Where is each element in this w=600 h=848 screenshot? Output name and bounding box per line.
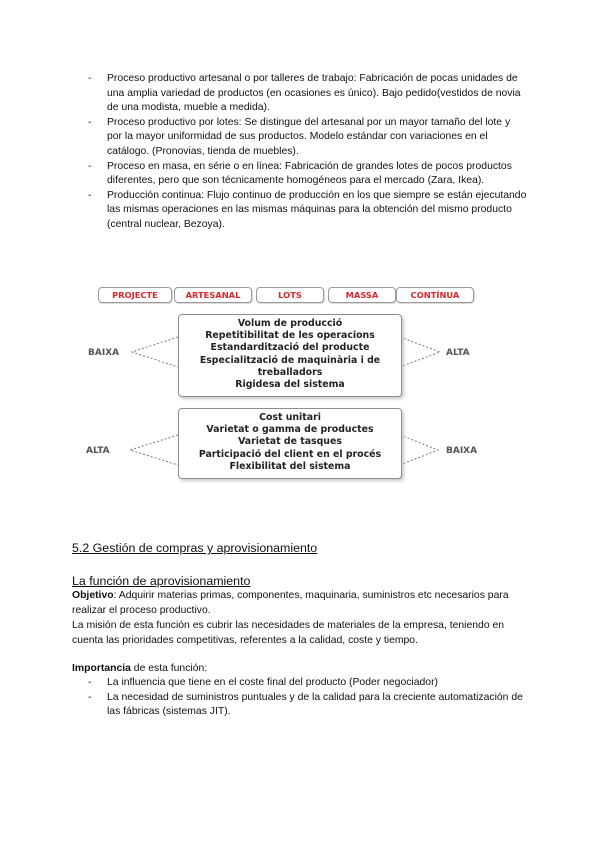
tag-lots: LOTS xyxy=(256,287,324,303)
tag-artesanal: ARTESANAL xyxy=(174,287,252,303)
objetivo-paragraph: Objetivo: Adquirir materias primas, componentes, maquinaria, suministros etc necesarios para realizar el proceso productivo. xyxy=(72,590,509,616)
tag-projecte: PROJECTE xyxy=(98,287,172,303)
tag-continua: CONTÍNUA xyxy=(396,287,474,303)
section-title: 5.2 Gestión de compras y aprovisionamiento xyxy=(72,541,318,555)
tag-massa: MASSA xyxy=(328,287,396,303)
bottom-right-label: BAIXA xyxy=(446,446,478,456)
top-right-label: ALTA xyxy=(446,348,470,358)
arrow-left-top xyxy=(132,337,178,367)
importancia-list xyxy=(88,676,528,720)
top-left-label: BAIXA xyxy=(88,348,120,358)
list-item: - La influencia que tiene en el coste final del producto (Poder negociador) xyxy=(88,677,438,688)
bottom-left-label: ALTA xyxy=(86,446,110,456)
arrow-left-bottom xyxy=(130,435,178,465)
mision-paragraph: La misión de esta función es cubrir las necesidades de materiales de la empresa, teniendo en cuenta las prioridades competitivas, referentes a la calidad, coste y tiempo. xyxy=(72,620,505,646)
importancia-paragraph: Importancia de esta función: xyxy=(72,663,208,674)
arrow-right-bottom xyxy=(400,435,438,465)
top-characteristics-box: Volum de producció Repetitibilitat de les operacions Estandardització del producte Especialització de maquinària i de treballadors Rigidesa del sistema xyxy=(178,314,402,397)
arrow-right-top xyxy=(400,337,440,367)
list-item: - Proceso productivo artesanal o por talleres de trabajo: Fabricación de pocas unidades de una amplia variedad de productos (en ocasiones es único). Bajo pedido(vestidos de novia de una modista, mueble a medida). xyxy=(88,73,521,114)
list-item: - Proceso en masa, en série o en línea: Fabricación de grandes lotes de pocos productos diferentes, pero que son técnicamente homogéneos para el mercado (Zara, Ikea). xyxy=(88,160,512,187)
list-item: - La necesidad de suministros puntuales y de la calidad para la creciente automatización de las fábricas (sistemas JIT). xyxy=(88,691,523,718)
list-item: - Proceso productivo por lotes: Se distingue del artesanal por un mayor tamaño del lote y por la mayor uniformidad de sus productos. Modelo estándar con variaciones en el catálogo. (Pronovias, tienda de muebles). xyxy=(88,116,511,157)
production-process-diagram xyxy=(82,284,512,494)
production-types-list xyxy=(88,72,528,233)
bottom-characteristics-box: Cost unitari Varietat o gamma de productes Varietat de tasques Participació del client en el procés Flexibilitat del sistema xyxy=(178,408,402,479)
list-item: - Producción continua: Flujo continuo de producción en los que siempre se están ejecutando las mismas operaciones en las mismas máquinas para la obtención del mismo producto (central nuclear, Bezoya). xyxy=(88,189,527,230)
subsection-title: La función de aprovisionamiento xyxy=(72,574,251,588)
